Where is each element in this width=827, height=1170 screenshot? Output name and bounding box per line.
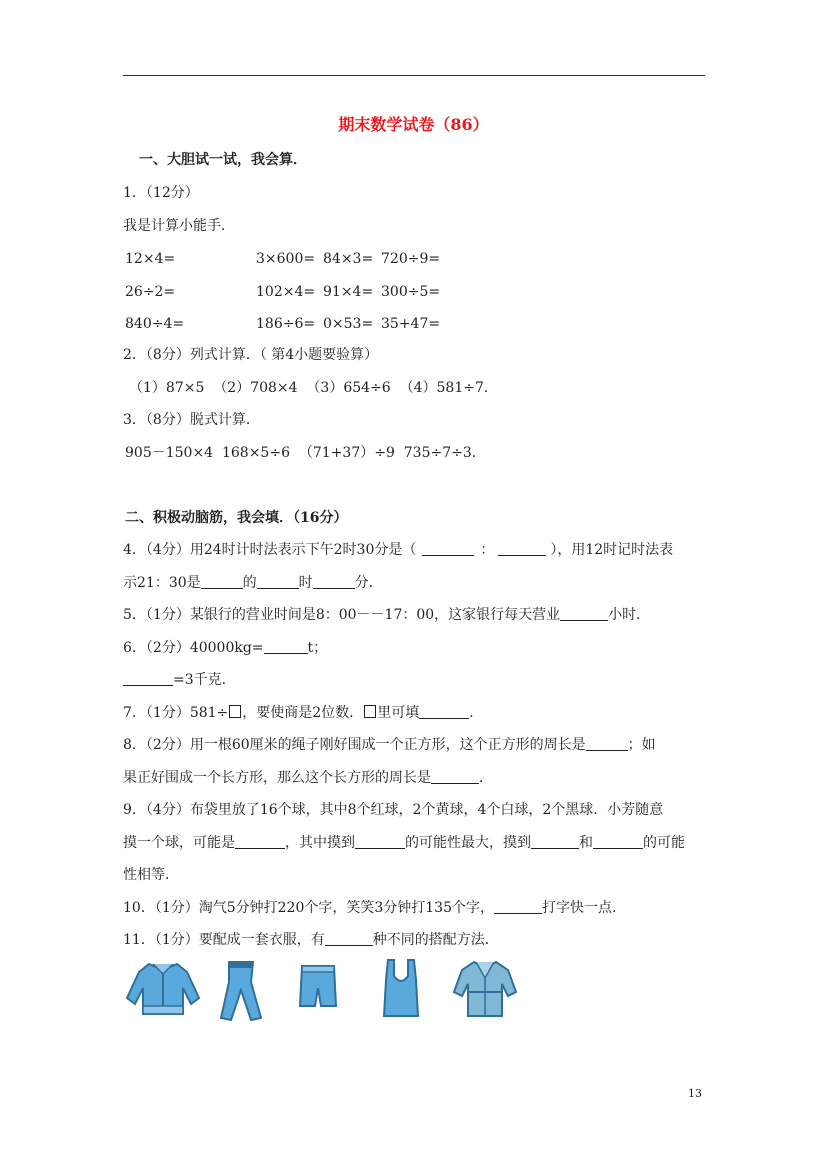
square-box-icon [229,705,241,718]
q9-text-e: 和 [579,835,593,851]
q8-text-b: ；如 [627,737,656,753]
square-box-icon [364,705,376,718]
answer-blank[interactable] [494,899,542,914]
calc-cell: 102×4= [256,284,316,300]
q4-text-c: 示21：30是 [123,575,201,591]
jacket-icon [125,958,201,1018]
q4-text-d: 的 [242,575,257,591]
answer-blank[interactable] [498,541,546,556]
page-number: 13 [688,1087,702,1100]
q2-head: 2．（8分）列式计算．（ 第4小题要验算） [123,347,379,363]
q9-line2 [123,833,685,853]
q3-head: 3．（8分）脱式计算． [123,412,260,428]
answer-blank[interactable] [593,834,643,849]
q8-line1 [123,735,656,755]
q8-text-a: 8．（2分）用一根60厘米的绳子刚好围成一个正方形，这个正方形的周长是 [123,737,586,753]
header-rule [123,75,705,76]
calc-cell: 84×3= [323,251,374,267]
answer-blank[interactable] [201,574,243,589]
q10-text-a: 10．（1分）淘气5分钟打220个字，笑笑3分钟打135个字， [123,900,494,916]
q3-items: 905－150×4 168×5÷6 （71+37）÷9 735÷7÷3． [125,445,486,461]
answer-blank[interactable] [264,639,308,654]
q4-text-e: 时 [298,575,313,591]
q6-text-b: t； [307,640,328,656]
vest-icon [380,958,422,1020]
calc-cell: 0×53= [323,316,374,332]
q9-text-c: ，其中摸到 [285,835,355,851]
calc-cell: 186÷6= [256,316,316,332]
q8-line2 [123,768,493,788]
calc-cell: 840÷4= [125,316,185,332]
section1-heading: 一、大胆试一试，我会算． [139,152,307,168]
q8-text-c: 果正好围成一个长方形，那么这个长方形的周长是 [123,770,431,786]
answer-blank[interactable] [355,834,405,849]
page-title: 期末数学试卷（86） [338,115,489,134]
calc-cell: 91×4= [323,284,374,300]
q6-text-c: =3千克． [173,672,236,688]
q6-line2 [123,670,236,690]
section2-heading: 二、积极动脑筋，我会填．（16分） [125,510,348,526]
calc-cell: 3×600= [256,251,316,267]
q6-line1 [123,638,327,658]
q9-text-f: 的可能 [643,835,685,851]
q4-line2 [123,573,383,593]
q7-text-d: ． [469,705,484,721]
q9-text-b: 摸一个球，可能是 [123,835,235,851]
q4-colon: ： [480,542,495,558]
q9-line3: 性相等． [123,867,179,883]
answer-blank[interactable] [257,574,299,589]
q1-head: 1．（12分） [123,185,199,201]
q6-text-a: 6．（2分）40000kg= [123,640,264,656]
q4-line1 [123,540,673,560]
q10-text-b: 打字快一点． [541,900,626,916]
shorts-icon [296,958,340,1012]
answer-blank[interactable] [235,834,285,849]
q2-items: （1）87×5 （2）708×4 （3）654÷6 （4）581÷7． [129,380,498,396]
calc-cell: 26÷2= [125,284,176,300]
q9-text-d: 的可能性最大，摸到 [405,835,531,851]
answer-blank[interactable] [586,736,628,751]
q11-text-b: 种不同的搭配方法． [372,932,499,948]
coat-icon [452,958,518,1020]
calc-cell: 720÷9= [381,251,441,267]
answer-blank[interactable] [560,606,608,621]
answer-blank[interactable] [313,574,355,589]
calc-cell: 12×4= [125,251,176,267]
q9-line1: 9．（4分）布袋里放了16个球，其中8个红球，2个黄球，4个白球，2个黑球．小芳随意 [123,802,664,818]
calc-cell: 35+47= [381,316,441,332]
q5 [123,605,650,625]
answer-blank[interactable] [419,704,469,719]
q4-text-a: 4．（4分）用24时计时法表示下午2时30分是（ [123,542,417,558]
pants-icon [215,958,265,1022]
q10 [123,898,626,918]
q4-text-f: 分． [354,575,383,591]
q1-intro: 我是计算小能手． [123,218,235,234]
answer-blank[interactable] [325,931,373,946]
q7-text-c: 里可填 [377,705,420,721]
q5-text-a: 5．（1分）某银行的营业时间是8：00－－17：00，这家银行每天营业 [123,607,561,623]
q11-text-a: 11．（1分）要配成一套衣服，有 [123,932,325,948]
q4-text-b: ），用12时记时法表 [550,542,674,558]
q7 [123,703,483,723]
calc-cell: 300÷5= [381,284,441,300]
q11 [123,930,499,950]
q7-text-a: 7．（1分）581÷ [123,705,229,721]
q8-text-d: ． [479,770,493,786]
q5-text-b: 小时． [608,607,651,623]
answer-blank[interactable] [123,671,173,686]
answer-blank[interactable] [422,541,474,556]
q7-text-b: ，要使商是2位数． [242,705,364,721]
answer-blank[interactable] [531,834,579,849]
answer-blank[interactable] [431,769,479,784]
